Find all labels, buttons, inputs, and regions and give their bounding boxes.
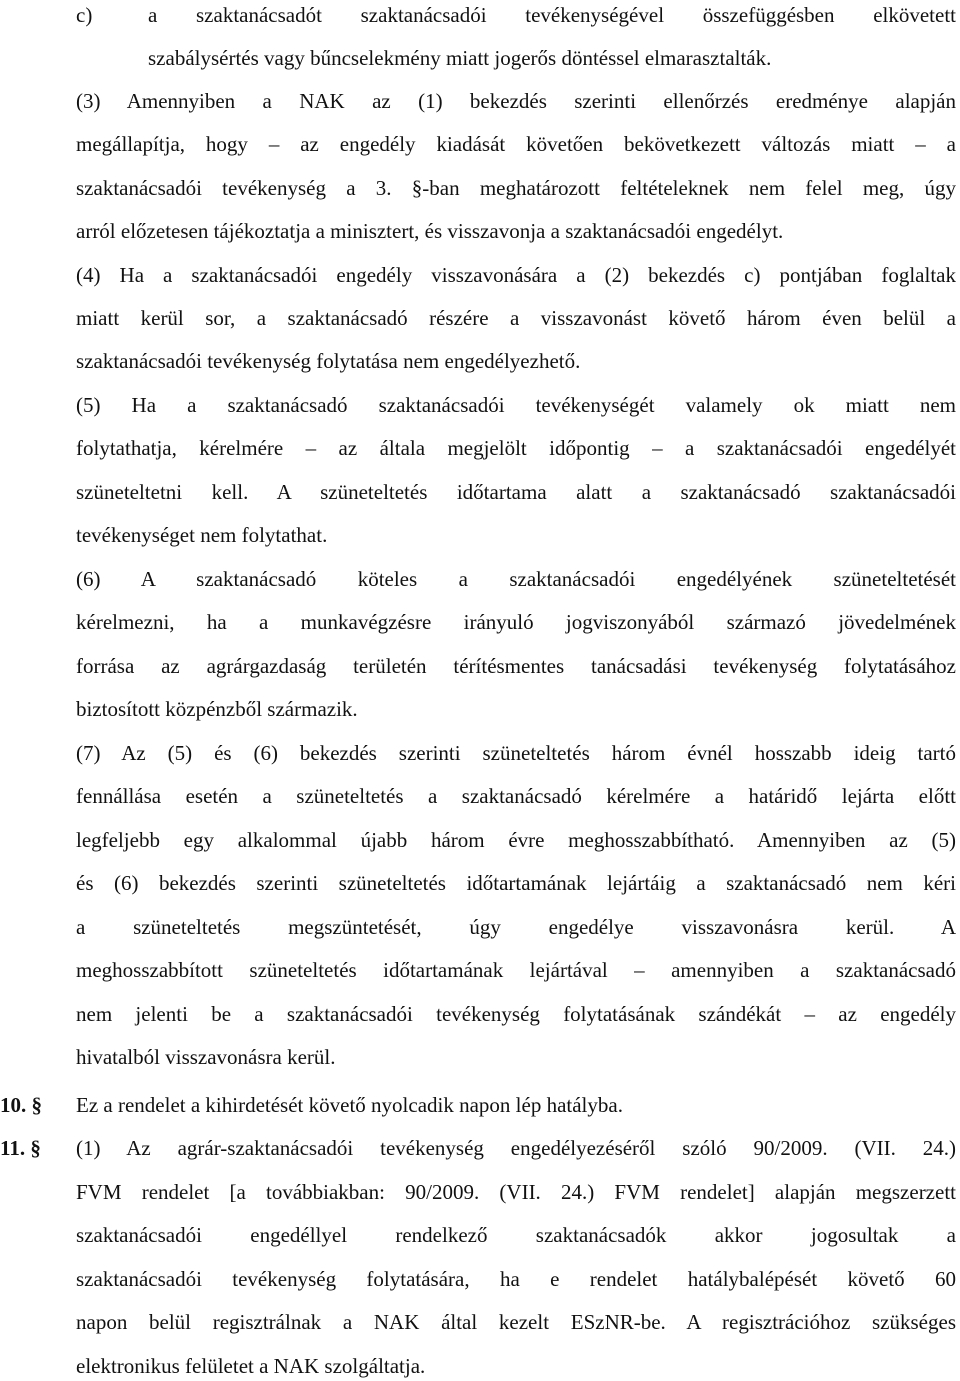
section-11-label: 11. § xyxy=(0,1136,41,1160)
section-11-line: FVM rendelet [a továbbiakban: 90/2009. (VII. 24.) FVM rendelet] alapján megszerzett xyxy=(76,1180,956,1204)
para5-line: tevékenységet nem folytathat. xyxy=(76,523,328,547)
para7-line: nem jelenti be a szaktanácsadói tevékenység folytatásának szándékát – az engedély xyxy=(76,1002,956,1026)
para7-line: (7) Az (5) és (6) bekezdés szerinti szüneteltetés három évnél hosszabb ideig tartó xyxy=(76,741,956,765)
para7-line: a szüneteltetés megszüntetését, úgy engedélye visszavonásra kerül. A xyxy=(76,915,956,939)
item-c-label: c) xyxy=(76,3,93,27)
para7-line: hivatalból visszavonásra kerül. xyxy=(76,1045,336,1069)
para4-line: miatt kerül sor, a szaktanácsadó részére a visszavonást követő három éven belül a xyxy=(76,306,956,330)
section-10-label: 10. § xyxy=(0,1093,42,1117)
section-11-line: napon belül regisztrálnak a NAK által kezelt ESzNR-be. A regisztrációhoz szükséges xyxy=(76,1310,956,1334)
section-11-line: elektronikus felületet a NAK szolgáltatja. xyxy=(76,1354,426,1378)
para5-line: (5) Ha a szaktanácsadó szaktanácsadói tevékenységét valamely ok miatt nem xyxy=(76,393,956,417)
section-11-line: szaktanácsadói tevékenység folytatására, ha e rendelet hatálybalépését követő 60 xyxy=(76,1267,956,1291)
item-c-line: szabálysértés vagy bűncselekmény miatt jogerős döntéssel elmarasztalták. xyxy=(148,46,772,70)
para5-line: szüneteltetni kell. A szüneteltetés időtartama alatt a szaktanácsadó szaktanácsadói xyxy=(76,480,956,504)
para6-line: (6) A szaktanácsadó köteles a szaktanácsadói engedélyének szüneteltetését xyxy=(76,567,956,591)
para6-line: kérelmezni, ha a munkavégzésre irányuló jogviszonyából származó jövedelmének xyxy=(76,610,956,634)
para7-line: és (6) bekezdés szerinti szüneteltetés időtartamának lejártáig a szaktanácsadó nem kéri xyxy=(76,871,956,895)
para4-line: szaktanácsadói tevékenység folytatása nem engedélyezhető. xyxy=(76,349,581,373)
para3-line: (3) Amennyiben a NAK az (1) bekezdés szerinti ellenőrzés eredménye alapján xyxy=(76,89,956,113)
para6-line: biztosított közpénzből származik. xyxy=(76,697,358,721)
section-10-line: Ez a rendelet a kihirdetését követő nyolcadik napon lép hatályba. xyxy=(76,1093,623,1117)
para3-line: szaktanácsadói tevékenység a 3. §-ban meghatározott feltételeknek nem felel meg, úgy xyxy=(76,176,956,200)
para6-line: forrása az agrárgazdaság területén térítésmentes tanácsadási tevékenység folytatásához xyxy=(76,654,956,678)
para7-line: legfeljebb egy alkalommal újabb három évre meghosszabbítható. Amennyiben az (5) xyxy=(76,828,956,852)
item-c-line: a szaktanácsadót szaktanácsadói tevékenységével összefüggésben elkövetett xyxy=(148,3,956,27)
para7-line: meghosszabbított szüneteltetés időtartamának lejártával – amennyiben a szaktanácsadó xyxy=(76,958,956,982)
para4-line: (4) Ha a szaktanácsadói engedély visszavonására a (2) bekezdés c) pontjában foglaltak xyxy=(76,263,956,287)
para7-line: fennállása esetén a szüneteltetés a szaktanácsadó kérelmére a határidő lejárta előtt xyxy=(76,784,956,808)
para5-line: folytathatja, kérelmére – az általa megjelölt időpontig – a szaktanácsadói engedélyét xyxy=(76,436,956,460)
section-11-line: (1) Az agrár-szaktanácsadói tevékenység engedélyezéséről szóló 90/2009. (VII. 24.) xyxy=(76,1136,956,1160)
para3-line: megállapítja, hogy – az engedély kiadását követően bekövetkezett változás miatt – a xyxy=(76,132,956,156)
para3-line: arról előzetesen tájékoztatja a minisztert, és visszavonja a szaktanácsadói engedélyt. xyxy=(76,219,784,243)
section-11-line: szaktanácsadói engedéllyel rendelkező szaktanácsadók akkor jogosultak a xyxy=(76,1223,956,1247)
